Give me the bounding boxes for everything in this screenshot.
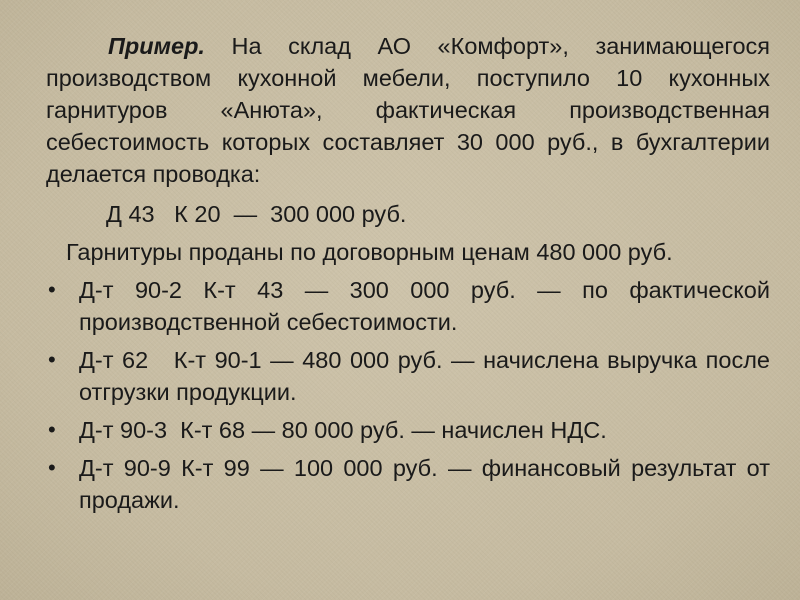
list-item xyxy=(46,414,770,446)
bullet-icon: • xyxy=(48,347,56,372)
list-item-text: Д-т 90-3 К-т 68 — 80 000 руб. — начислен НДС. xyxy=(79,417,607,443)
list-item-text: Д-т 90-2 К-т 43 — 300 000 руб. — по фактической производственной себестоимости. xyxy=(79,277,777,335)
slide-content xyxy=(46,30,777,522)
example-paragraph xyxy=(46,30,770,190)
bullet-icon: • xyxy=(48,455,56,480)
bullet-icon: • xyxy=(48,277,56,302)
bullet-icon: • xyxy=(48,417,56,442)
list-item xyxy=(46,274,777,338)
journal-entry: Д 43 К 20 — 300 000 руб. xyxy=(106,201,407,227)
example-text: На склад АО «Комфорт», занимающегося производством кухонной мебели, поступило 10 кухонных гарнитуров «Анюта», фактическая производственная себестоимость которых составляет 30 000 руб., в бухгалтерии делается проводка: xyxy=(46,33,770,187)
list-item-text: Д-т 62 К-т 90-1 — 480 000 руб. — начислена выручка после отгрузки продукции. xyxy=(79,347,777,405)
sale-statement: Гарнитуры проданы по договорным ценам 480 000 руб. xyxy=(66,239,673,265)
list-item xyxy=(46,344,777,408)
example-lead: Пример. xyxy=(108,33,205,59)
list-item-text: Д-т 90-9 К-т 99 — 100 000 руб. — финансовый результат от продажи. xyxy=(79,455,777,513)
entries-list xyxy=(46,274,777,516)
list-item xyxy=(46,452,777,516)
